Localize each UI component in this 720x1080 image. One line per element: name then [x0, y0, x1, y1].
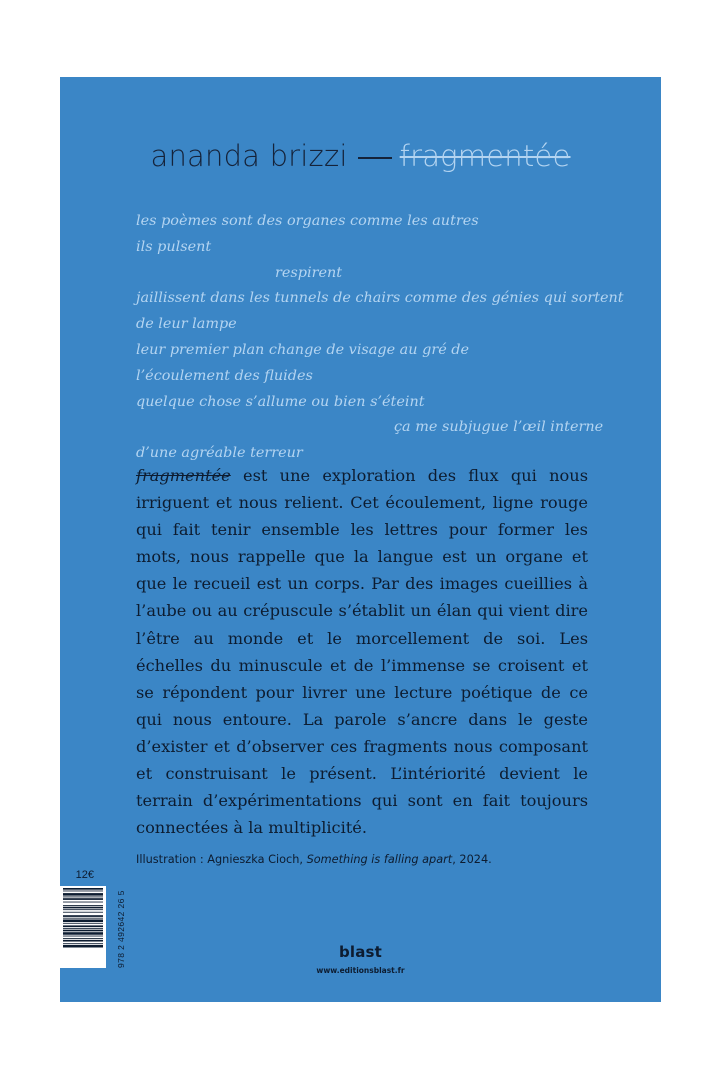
isbn-number: 978 2 492642 26 5: [116, 890, 126, 968]
barcode-bar: [63, 923, 103, 924]
title-separator: [358, 157, 392, 159]
book-title: fragmentée: [399, 139, 571, 173]
publisher-name: blast: [338, 943, 383, 961]
credit-prefix: Illustration : Agnieszka Cioch,: [136, 853, 307, 866]
book-summary: [136, 462, 588, 841]
poem-line: jaillissent dans les tunnels de chairs comme des génies qui sortent: [136, 290, 624, 307]
barcode-bar: [63, 898, 103, 900]
barcode-bar: [63, 909, 103, 910]
book-back-cover: [60, 77, 661, 1002]
poem-line: quelque chose s’allume ou bien s’éteint: [136, 393, 425, 410]
price-label: 12€: [75, 869, 94, 881]
poem-excerpt: [136, 209, 636, 467]
poem-line: ils pulsent: [136, 238, 212, 255]
barcode-bar: [63, 912, 103, 913]
barcode-bar: [63, 893, 103, 896]
poem-line: respirent: [275, 264, 343, 281]
barcode-bar: [63, 930, 103, 932]
poem-line: de leur lampe: [136, 316, 237, 333]
credit-work: Something is falling apart: [306, 853, 453, 866]
barcode-bar: [63, 928, 103, 929]
summary-text: est une exploration des flux qui nous irriguent et nous relient. Cet écoulement, ligne rouge qui fait tenir ensemble les lettres pour former les mots, nous rappelle que la langue est un organe et que le recueil est un corps. Par des images cueillies à l’aube ou au crépuscule s’établit un élan qui vient dire l’être au monde et le morcellement de soi. Les échelles du minuscule et de l’immense se croisent et se répondent pour livrer une lecture poétique de ce qui nous entoure. La parole s’ancre dans le geste d’exister et d’observer ces fragments nous composant et construisant le présent. L’intériorité devient le terrain d’expérimentations qui sont en fait toujours connectées à la multiplicité.: [136, 466, 588, 838]
publisher-website: www.editionsblast.fr: [316, 966, 405, 975]
cover-header: [60, 139, 661, 173]
summary-title: fragmentée: [136, 466, 231, 485]
barcode-bar: [63, 902, 103, 903]
author-name: ananda brizzi: [150, 139, 348, 173]
barcode-bar: [63, 919, 103, 922]
barcode-bar: [63, 938, 103, 939]
barcode-bar: [63, 940, 103, 942]
barcode-bar: [63, 888, 103, 890]
illustration-credit: [136, 853, 492, 866]
barcode-bar: [63, 905, 103, 906]
poem-line: les poèmes sont des organes comme les autres: [136, 213, 479, 229]
barcode-bar: [63, 918, 103, 919]
poem-line: d’une agréable terreur: [136, 445, 303, 462]
barcode-bar: [63, 897, 103, 898]
barcode-bar: [63, 932, 103, 935]
barcode-bar: [63, 915, 103, 917]
credit-suffix: , 2024.: [452, 853, 492, 866]
poem-line: leur premier plan change de visage au gré de: [136, 341, 470, 358]
barcode-bar: [63, 907, 103, 909]
barcode-bar: [63, 891, 103, 892]
poem-line: ça me subjugue l’œil interne: [394, 419, 604, 436]
barcode-bar: [63, 925, 103, 927]
barcode-bar: [63, 936, 103, 937]
poem-line: l’écoulement des fluides: [136, 367, 313, 384]
